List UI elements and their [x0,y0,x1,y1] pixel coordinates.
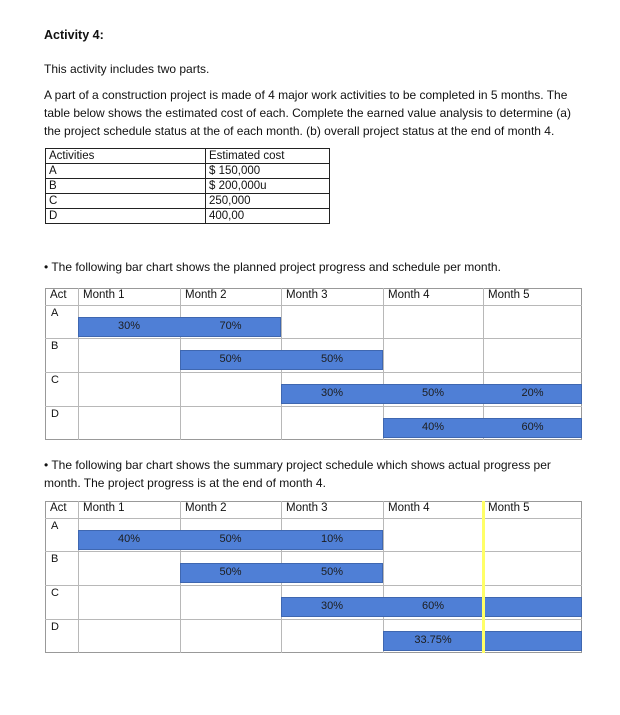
activity-row-label: D [51,621,59,633]
month-header: Month 4 [388,289,430,301]
bullet-glyph: • [44,458,49,472]
activity-cell: A [46,164,206,179]
intro-text: This activity includes two parts. [44,62,210,76]
bar-percent-label: 70% [219,320,242,332]
bar-percent-label: 33.75% [414,634,452,646]
bar-percent-label: 30% [117,320,141,332]
bar-percent-label: 10% [320,533,344,545]
act-column-header: Act [50,289,67,301]
status-date-line [482,501,485,653]
month-header: Month 3 [286,289,328,301]
grid-row-line [45,372,582,373]
estimated-cost-header: Estimated cost [206,149,330,164]
grid-column-line [78,288,79,440]
month-header: Month 3 [286,502,328,514]
activity-row-label: A [51,520,59,532]
bar-percent-label: 50% [320,353,344,365]
activity-row-label: B [51,553,59,565]
activity-row-label: A [51,307,59,319]
actual-chart-caption [44,456,584,492]
grid-column-line [78,501,79,653]
month-header: Month 5 [488,502,530,514]
table-row [46,164,330,179]
grid-row-line [45,585,582,586]
activity-row-label: D [51,408,59,420]
description-paragraph: A part of a construction project is made of 4 major work activities to be completed in 5 months. The table below shows the estimated cost of each. Complete the earned value analysis to determine (a) the project schedule status at the of each month. (b) overall project status at the end of month 4. [44,88,571,138]
grid-row-line [45,406,582,407]
grid-row-line [45,305,582,306]
activity-row-label: C [51,587,59,599]
activity-row-label: B [51,340,59,352]
bar-percent-label: 50% [219,566,242,578]
activity-cell: C [46,194,206,209]
cost-cell: 400,00 [206,209,330,224]
activity-heading: Activity 4: [44,28,104,42]
cost-table-header [46,149,330,164]
month-header: Month 1 [83,289,125,301]
planned-chart-text: The following bar chart shows the planned project progress and schedule per month. [51,260,501,274]
cost-cell: $ 150,000 [206,164,330,179]
bar-percent-label: 30% [320,600,344,612]
bar-percent-label: 30% [320,387,344,399]
estimated-cost-table [45,148,330,224]
grid-row-line [45,619,582,620]
grid-row-line [45,551,582,552]
bar-percent-label: 60% [421,600,445,612]
grid-row-line [45,518,582,519]
cost-cell: $ 200,000u [206,179,330,194]
month-header: Month 5 [488,289,530,301]
month-header: Month 4 [388,502,430,514]
bar-percent-label: 50% [219,353,242,365]
activity-row-label: C [51,374,59,386]
bar-percent-label: 60% [521,421,544,433]
bar-percent-label: 40% [421,421,445,433]
cost-cell: 250,000 [206,194,330,209]
activities-header: Activities [46,149,206,164]
bullet-glyph: • [44,260,49,274]
month-header: Month 2 [185,289,227,301]
actual-chart-text: The following bar chart shows the summary project schedule which shows actual progress per month. The project progress is at the end of month 4. [44,458,551,490]
table-row [46,209,330,224]
act-column-header: Act [50,502,67,514]
bar-percent-label: 50% [421,387,445,399]
month-header: Month 2 [185,502,227,514]
bar-percent-label: 20% [521,387,544,399]
grid-row-line [45,338,582,339]
bar-percent-label: 50% [320,566,344,578]
table-row [46,194,330,209]
activity-cell: B [46,179,206,194]
month-header: Month 1 [83,502,125,514]
bar-percent-label: 40% [117,533,141,545]
bar-percent-label: 50% [219,533,242,545]
planned-chart-caption [44,260,501,274]
table-row [46,179,330,194]
activity-cell: D [46,209,206,224]
